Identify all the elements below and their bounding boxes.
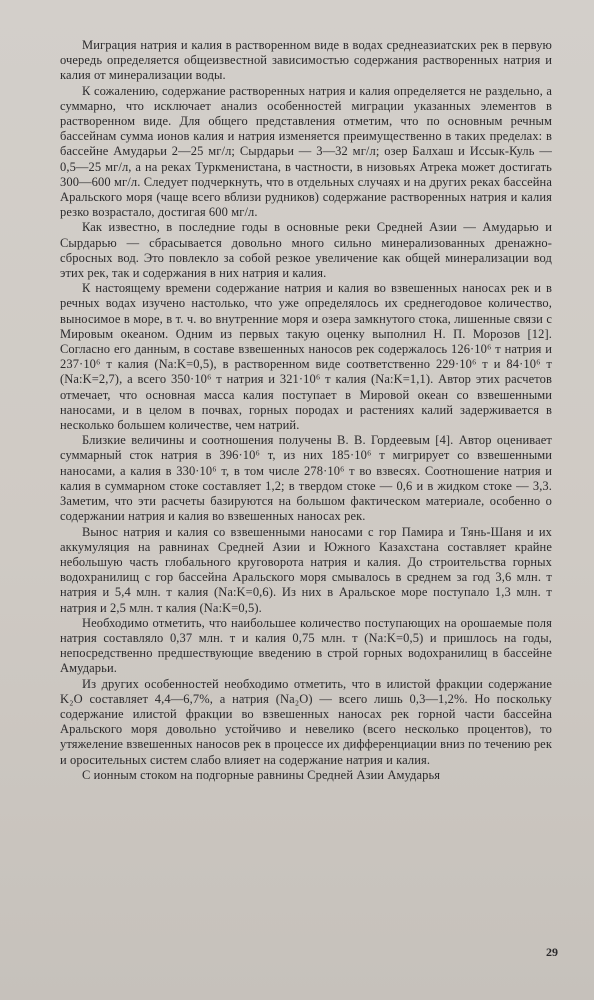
paragraph: Как известно, в последние годы в основные реки Средней Азии — Амударью и Сырдарью — сбрасывается довольно много сильно минерализованных дренажно-сбросных вод. Это повлекло за собой резкое увеличение как общей минерализации вод этих рек, так и содержания в них натрия и калия.: [60, 220, 552, 281]
paragraph: С ионным стоком на подгорные равнины Средней Азии Амударья: [82, 767, 441, 782]
paragraph: Миграция натрия и калия в растворенном виде в водах среднеазиатских рек в первую очередь определяется общеизвестной зависимостью содержания растворенных натрия и калия от минерализации воды.: [60, 38, 552, 83]
page-number: 29: [546, 945, 558, 959]
paragraph: Вынос натрия и калия со взвешенными наносами с гор Памира и Тянь-Шаня и их аккумуляция на равнинах Средней Азии и Южного Казахстана составляет крайне небольшую часть глобального круговорота натрия и калия. До строительства горных водохранилищ с гор бассейна Аральского моря смывалось в среднем за год 3,6 млн. т натрия и 5,4 млн. т калия (Na:K=0,6). Из них в Аральское море поступало 1,3 млн. т натрия и 2,5 млн. т калия (Na:K=0,5).: [60, 524, 552, 615]
paragraph: К настоящему времени содержание натрия и калия во взвешенных наносах рек и в речных водах изучено настолько, что уже определялось их среднегодовое количество, выносимое в море, в т. ч. во внутренние моря и озера замкнутого стока, лишенные связи с Мировым океаном. Одним из первых такую оценку выполнил Н. П. Морозов [12]. Согласно его данным, в составе взвешенных наносов рек содержалось 126·10⁶ т натрия и 237·10⁶ т калия (Na:K=0,5), в растворенном виде соответственно 229·10⁶ т и 84·10⁶ т (Na:K=2,7), а всего 350·10⁶ т натрия и 321·10⁶ т калия (Na:K=1,1). Автор этих расчетов отмечает, что основная масса калия поступает в Мировой океан со взвешенными наносами, и в целом в почвах, горных породах и растениях калий задерживается в несколько большем количестве, чем натрий.: [60, 281, 552, 433]
paragraph: Близкие величины и соотношения получены В. В. Гордеевым [4]. Автор оценивает суммарный сток натрия в 396·10⁶ т, из них 185·10⁶ т мигрирует со взвешенными наносами, а калия в 330·10⁶ т, в том числе 278·10⁶ т во взвесях. Соотношение натрия и калия в суммарном стоке составляет 1,2; в твердом стоке — 0,6 и в жидком стоке — 3,3. Заметим, что эти расчеты базируются на большом фактическом материале, особенно о содержании натрия и калия во взвешенных наносах рек.: [60, 433, 552, 524]
body-text: [60, 38, 552, 783]
paragraph: Необходимо отметить, что наибольшее количество поступающих на орошаемые поля натрия составляло 0,37 млн. т и калия 0,75 млн. т (Na:K=0,5) и пришлось на годы, непосредственно предшествующие введению в строй горных водохранилищ в бассейне Амударьи.: [60, 615, 552, 676]
paragraph: К сожалению, содержание растворенных натрия и калия определяется не раздельно, а суммарно, что исключает анализ особенностей миграции указанных элементов в растворенном виде. Для общего представления отметим, что по основным речным бассейнам сумма ионов калия и натрия изменяется преимущественно в таких пределах: в бассейне Амударьи 2—25 мг/л; Сырдарьи — 3—32 мг/л; озер Балхаш и Иссык-Куль — 0,5—25 мг/л, а на реках Туркменистана, в частности, в низовьях Атрека может достигать 300—600 мг/л. Следует подчеркнуть, что в отдельных случаях и на других реках бассейна Аральского моря (чаще всего вблизи рудников) содержание растворенных натрия и калия резко возрастало, достигая 600 мг/л.: [60, 83, 552, 220]
paragraph: Из других особенностей необходимо отметить, что в илистой фракции содержание K₂O составляет 4,4—6,7%, а натрия (Na₂O) — всего лишь 0,3—1,2%. Но поскольку содержание илистой фракции во взвешенных наносах рек горной части бассейна Аральского моря довольно устойчиво и невелико (всего несколько процентов), то утяжеление взвешенных наносов рек в процессе их дифференциации вниз по течению рек и оросительных систем слабо влияет на содержание натрия и калия.: [60, 676, 552, 767]
